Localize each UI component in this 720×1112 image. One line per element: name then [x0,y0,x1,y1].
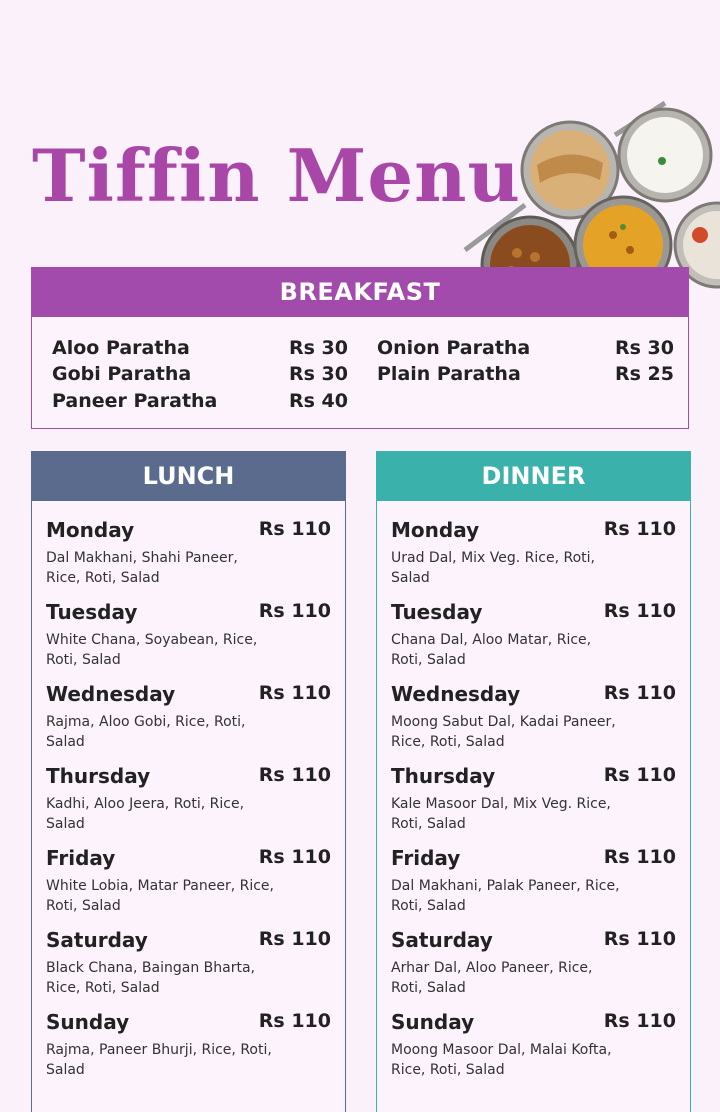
breakfast-header: BREAKFAST [31,267,689,317]
day-price: Rs 110 [603,928,676,950]
day-name: Tuesday [391,600,483,624]
day-name: Thursday [391,764,496,788]
day-name: Thursday [46,764,151,788]
day-name: Wednesday [46,682,176,706]
day-price: Rs 110 [258,1010,331,1032]
day-dishes: Arhar Dal, Aloo Paneer, Rice, Roti, Salad [391,960,593,996]
dinner-day-entry [391,928,676,1010]
dinner-day-entry [391,846,676,928]
day-name: Saturday [46,928,148,952]
day-dishes: Dal Makhani, Palak Paneer, Rice, Roti, Salad [391,878,620,914]
day-dishes: Dal Makhani, Shahi Paneer, Rice, Roti, Salad [46,550,238,586]
menu-title: Tiffin Menu [32,133,521,218]
day-price: Rs 110 [603,846,676,868]
day-price: Rs 110 [258,928,331,950]
breakfast-item-name: Onion Paratha [377,337,531,359]
day-name: Wednesday [391,682,521,706]
day-name: Monday [46,518,135,542]
day-dishes: White Lobia, Matar Paneer, Rice, Roti, Salad [46,878,274,914]
day-name: Friday [46,846,116,870]
lunch-header: LUNCH [32,451,345,501]
day-price: Rs 110 [258,846,331,868]
dinner-header: DINNER [377,451,690,501]
day-price: Rs 110 [258,600,331,622]
day-name: Saturday [391,928,493,952]
day-dishes: Rajma, Paneer Bhurji, Rice, Roti, Salad [46,1042,272,1078]
breakfast-item-price: Rs 30 [615,337,674,359]
day-name: Friday [391,846,461,870]
day-dishes: Black Chana, Baingan Bharta, Rice, Roti, Salad [46,960,255,996]
lunch-day-entry [46,846,331,928]
dinner-day-entry [391,1010,676,1092]
day-name: Monday [391,518,480,542]
day-price: Rs 110 [603,518,676,540]
day-price: Rs 110 [258,764,331,786]
day-dishes: Kale Masoor Dal, Mix Veg. Rice, Roti, Salad [391,796,611,832]
dinner-day-entry [391,682,676,764]
day-name: Sunday [46,1010,130,1034]
dinner-day-entry [391,518,676,600]
dinner-day-entry [391,600,676,682]
lunch-day-entry [46,1010,331,1092]
breakfast-item-name: Plain Paratha [377,363,521,385]
day-price: Rs 110 [603,600,676,622]
lunch-column [31,451,346,1112]
breakfast-item-price: Rs 30 [289,363,348,385]
lunch-day-entry [46,600,331,682]
day-price: Rs 110 [603,1010,676,1032]
day-price: Rs 110 [603,682,676,704]
day-dishes: Kadhi, Aloo Jeera, Roti, Rice, Salad [46,796,245,832]
day-name: Sunday [391,1010,475,1034]
day-dishes: Urad Dal, Mix Veg. Rice, Roti, Salad [391,550,595,586]
lunch-day-entry [46,928,331,1010]
lunch-day-entry [46,518,331,600]
breakfast-item-name: Gobi Paratha [52,363,192,385]
breakfast-list [31,317,689,429]
breakfast-item-price: Rs 40 [289,390,348,412]
day-dishes: Chana Dal, Aloo Matar, Rice, Roti, Salad [391,632,592,668]
day-price: Rs 110 [258,518,331,540]
lunch-day-entry [46,764,331,846]
breakfast-item-price: Rs 25 [615,363,674,385]
dinner-column [376,451,691,1112]
day-price: Rs 110 [258,682,331,704]
day-dishes: Moong Sabut Dal, Kadai Paneer, Rice, Roti, Salad [391,714,616,750]
day-dishes: Rajma, Aloo Gobi, Rice, Roti, Salad [46,714,246,750]
lunch-day-entry [46,682,331,764]
day-name: Tuesday [46,600,138,624]
breakfast-item-name: Aloo Paratha [52,337,190,359]
day-price: Rs 110 [603,764,676,786]
dinner-day-entry [391,764,676,846]
day-dishes: Moong Masoor Dal, Malai Kofta, Rice, Roti, Salad [391,1042,612,1078]
breakfast-item-price: Rs 30 [289,337,348,359]
day-dishes: White Chana, Soyabean, Rice, Roti, Salad [46,632,258,668]
breakfast-item-name: Paneer Paratha [52,390,218,412]
